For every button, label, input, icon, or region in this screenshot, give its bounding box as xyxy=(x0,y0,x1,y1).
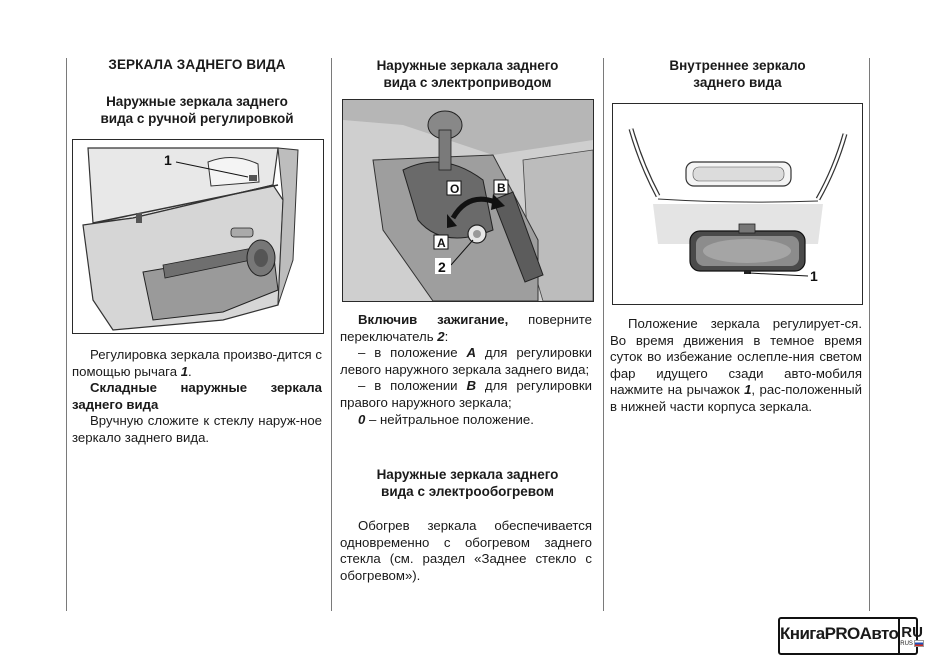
label-o: O xyxy=(450,182,460,196)
manual-mirror-subtitle: Наружные зеркала заднего вида с ручной регулировкой xyxy=(100,94,294,126)
heated-mirror-title: Наружные зеркала заднего вида с электрообогревом xyxy=(376,467,559,499)
interior-mirror-text: Положение зеркала регулирует-ся. Во время движения в темное время суток во избежание ослепле-ния светом фар идущего сзади авто-мобиля нажмите на рычажок 1, рас-положенный в нижней части корпуса зеркала. xyxy=(610,316,862,414)
folding-mirror-heading: Складные наружные зеркала заднего вида xyxy=(72,380,322,412)
russia-flag-icon xyxy=(914,640,924,647)
interior-mirror-title: Внутреннее зеркало заднего вида xyxy=(669,58,806,90)
switch-illustration xyxy=(343,100,593,301)
column-divider-middle-right xyxy=(603,58,604,611)
column-divider-middle-left xyxy=(331,58,332,611)
door-mirror-illustration xyxy=(73,140,323,333)
manual-adjust-text: Регулировка зеркала произво-дится с помощью рычага 1. Складные наружные зеркала заднего вида Вручную сложите к стеклу наруж-ное зеркало заднего вида. xyxy=(72,347,322,445)
label-a: A xyxy=(437,236,446,250)
electric-mirror-title: Наружные зеркала заднего вида с электроприводом xyxy=(376,58,559,90)
site-watermark-logo xyxy=(778,617,923,655)
column-divider-right xyxy=(869,58,870,611)
label-b: B xyxy=(497,181,506,195)
interior-mirror-illustration xyxy=(613,104,862,304)
interior-mirror-figure xyxy=(612,103,863,305)
callout-1: 1 xyxy=(810,268,818,284)
electric-mirror-text: Включив зажигание, поверните переключатель 2: – в положение A для регулировки левого наружного зеркала заднего вида; – в положении B для регулировки правого наружного зеркала; 0 – нейтральное положение. xyxy=(340,312,593,427)
heated-mirror-text: Обогрев зеркала обеспечивается одновременно с обогревом заднего стекла (см. раздел «Заднее стекло с обогревом»). xyxy=(340,518,592,583)
column-divider-left xyxy=(66,58,67,611)
folding-mirror-text: Вручную сложите к стеклу наруж-ное зеркало заднего вида. xyxy=(72,413,322,445)
section-title: ЗЕРКАЛА ЗАДНЕГО ВИДА xyxy=(108,57,286,72)
watermark-text: КнигаPROАвто xyxy=(780,624,899,643)
watermark-domain: RU RUS xyxy=(898,619,924,653)
callout-1: 1 xyxy=(164,152,172,168)
switch-figure xyxy=(342,99,594,302)
callout-2: 2 xyxy=(438,259,446,275)
door-mirror-figure xyxy=(72,139,324,334)
